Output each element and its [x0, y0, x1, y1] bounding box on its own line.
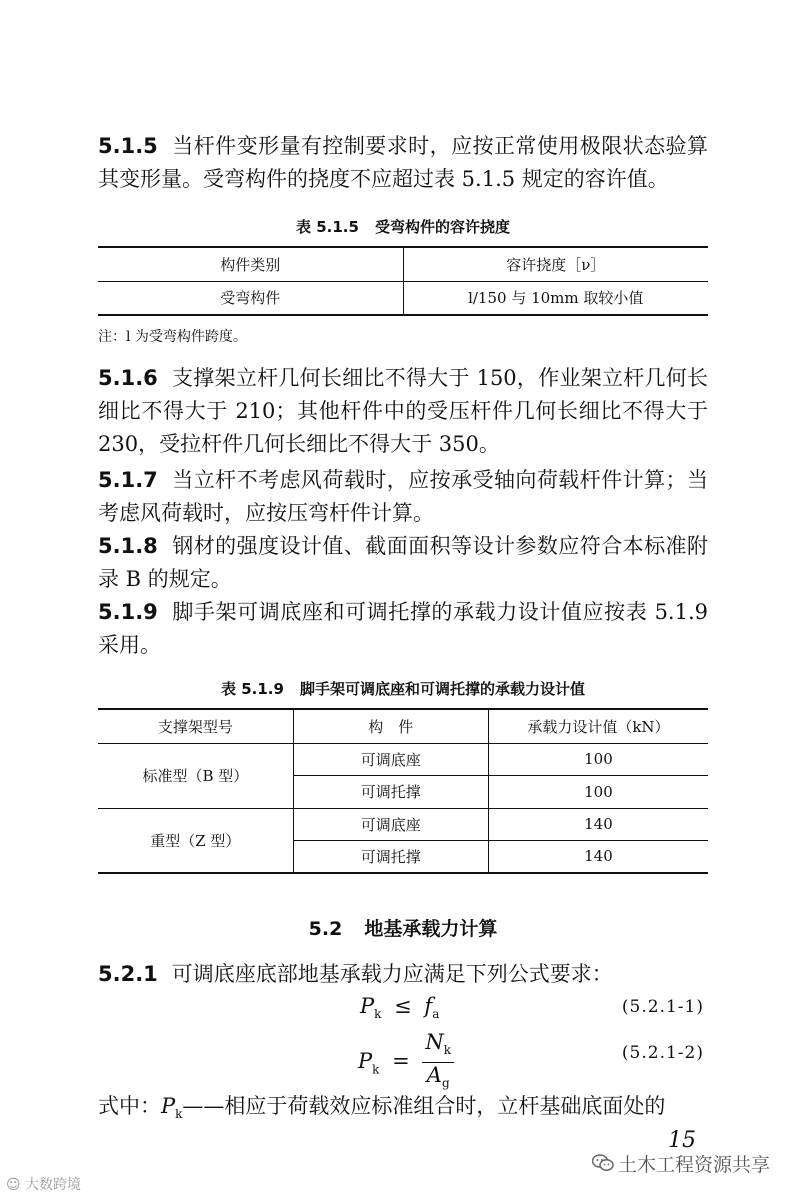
formula-rhs: f	[424, 994, 433, 1018]
clause-5-2-1	[98, 958, 708, 991]
table-cell: 140	[488, 808, 708, 840]
table-cell: 受弯构件	[98, 281, 403, 315]
table-cell: 标准型（B 型）	[98, 743, 293, 808]
clause-text: 脚手架可调底座和可调托撑的承载力设计值应按表 5.1.9 采用。	[98, 600, 708, 657]
clause-number: 5.1.6	[98, 366, 158, 390]
table-5-1-5-caption	[98, 216, 708, 237]
denominator-sub: g	[441, 1076, 450, 1091]
formula-operator: ≤	[394, 994, 412, 1018]
table-cell: 可调底座	[293, 743, 488, 775]
table-cell: 可调托撑	[293, 840, 488, 873]
table-number: 表 5.1.9	[221, 680, 284, 698]
where-text: ——相应于荷载效应标准组合时，立杆基础底面处的	[182, 1094, 666, 1118]
clause-text: 钢材的强度设计值、截面面积等设计参数应符合本标准附录 B 的规定。	[98, 534, 708, 591]
watermark-right	[592, 1150, 770, 1177]
table-note: 注：l 为受弯构件跨度。	[98, 329, 247, 345]
clause-text: 当立杆不考虑风荷载时，应按承受轴向荷载杆件计算；当考虑风荷载时，应按压弯杆件计算。	[98, 468, 708, 525]
clause-number: 5.1.7	[98, 468, 158, 492]
table-5-1-5	[98, 246, 708, 316]
equation-number: (5.2.1-2)	[621, 1043, 704, 1063]
clause-number: 5.1.5	[98, 134, 158, 158]
numerator-symbol: N	[425, 1030, 444, 1054]
table-number: 表 5.1.5	[296, 218, 359, 236]
table-cell: 可调底座	[293, 808, 488, 840]
equation-number: (5.2.1-1)	[621, 997, 704, 1017]
watermark-left	[6, 1174, 81, 1194]
formula-5-2-1-2	[358, 1030, 454, 1095]
denominator-symbol: A	[426, 1063, 442, 1088]
section-heading: 地基承载力计算	[364, 918, 498, 940]
clause-number: 5.1.8	[98, 534, 158, 558]
header-cell: 构 件	[293, 709, 488, 743]
clause-5-1-9	[98, 596, 708, 662]
header-cell: 支撑架型号	[98, 709, 293, 743]
formula-lhs: P	[358, 1049, 373, 1074]
section-5-2-title	[98, 914, 708, 941]
table-cell: 140	[488, 840, 708, 873]
where-symbol-sub: k	[175, 1107, 183, 1122]
clause-5-1-6	[98, 362, 708, 461]
table-title: 受弯构件的容许挠度	[374, 218, 510, 236]
table-title: 脚手架可调底座和可调托撑的承载力设计值	[299, 680, 585, 698]
watermark-right-text: 土木工程资源共享	[618, 1154, 771, 1176]
where-prefix: 式中：	[98, 1094, 161, 1118]
where-symbol: P	[161, 1094, 176, 1118]
table-row	[98, 743, 708, 775]
formula-lhs-sub: k	[372, 1062, 380, 1077]
header-cell: 构件类别	[98, 247, 403, 281]
table-header-row	[98, 709, 708, 743]
table-cell: 100	[488, 743, 708, 775]
header-cell: 承载力设计值（kN）	[488, 709, 708, 743]
clause-number: 5.1.9	[98, 600, 158, 624]
table-cell: l/150 与 10mm 取较小值	[403, 281, 708, 315]
table-cell: 重型（Z 型）	[98, 808, 293, 873]
table-header-row	[98, 247, 708, 281]
formula-where-line	[98, 1090, 708, 1131]
table-5-1-9-caption	[98, 678, 708, 699]
table-cell: 可调托撑	[293, 775, 488, 808]
section-number: 5.2	[308, 918, 343, 940]
clause-text: 支撑架立杆几何长细比不得大于 150，作业架立杆几何长细比不得大于 210；其他杆件中的受压杆件几何长细比不得大于 230，受拉杆件几何长细比不得大于 350。	[98, 366, 708, 456]
formula-lhs-sub: k	[374, 1007, 382, 1022]
wechat-icon	[592, 1154, 614, 1177]
table-5-1-9	[98, 708, 708, 874]
clause-5-1-5	[98, 130, 708, 196]
table-row	[98, 281, 708, 315]
formula-5-2-1-1	[360, 994, 439, 1021]
table-row	[98, 808, 708, 840]
page-number: 15	[668, 1128, 696, 1153]
header-cell: 容许挠度［ν］	[403, 247, 708, 281]
fraction-numerator	[422, 1030, 454, 1063]
formula-lhs: P	[360, 994, 375, 1018]
watermark-left-text: 大数跨境	[25, 1177, 82, 1193]
clause-5-1-7	[98, 464, 708, 530]
watermark-logo-icon: ☺	[6, 1177, 26, 1193]
clause-number: 5.2.1	[98, 962, 158, 986]
clause-text: 当杆件变形量有控制要求时，应按正常使用极限状态验算其变形量。受弯构件的挠度不应超过表 5.1.5 规定的容许值。	[98, 134, 708, 191]
formula-operator: =	[392, 1049, 410, 1074]
formula-fraction	[422, 1030, 454, 1095]
table-cell: 100	[488, 775, 708, 808]
numerator-sub: k	[443, 1043, 452, 1058]
clause-5-1-8	[98, 530, 708, 596]
clause-text: 可调底座底部地基承载力应满足下列公式要求：	[171, 962, 613, 986]
formula-rhs-sub: a	[432, 1007, 440, 1022]
